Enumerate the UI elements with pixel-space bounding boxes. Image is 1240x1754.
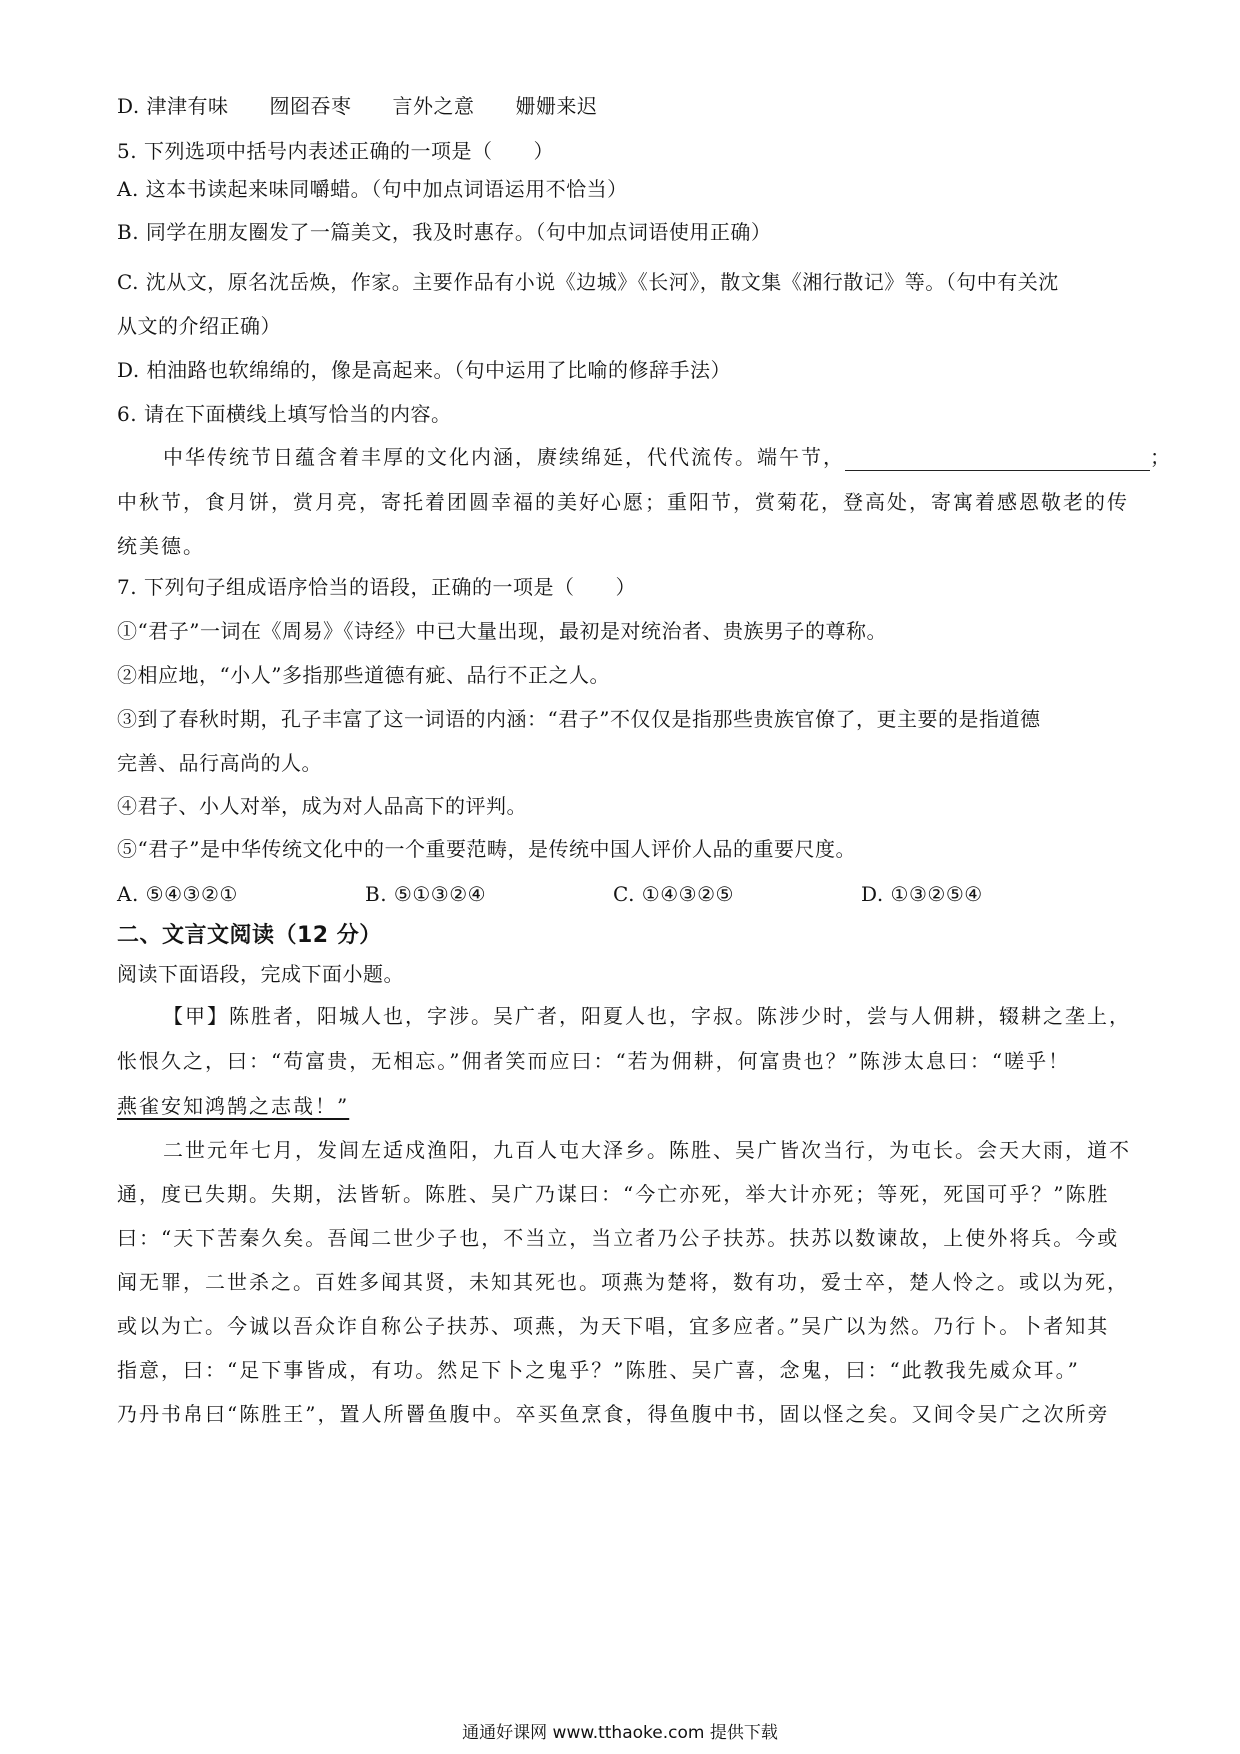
q5-option-d: D. 柏油路也软绵绵的，像是高起来。（句中运用了比喻的修辞手法） [117, 358, 732, 382]
q6-passage-line3: 统美德。 [117, 534, 205, 558]
reading-instruction: 阅读下面语段，完成下面小题。 [117, 962, 404, 986]
q7-option-d[interactable]: D. ①③②⑤④ [861, 882, 983, 906]
q5-option-a: A. 这本书读起来味同嚼蜡。（句中加点词语运用不恰当） [117, 177, 628, 201]
q5-stem: 5. 下列选项中括号内表述正确的一项是（ ） [117, 139, 554, 163]
q5-option-b: B. 同学在朋友圈发了一篇美文，我及时惠存。（句中加点词语使用正确） [117, 220, 772, 244]
passage-para2-line7: 乃丹书帛曰“陈胜王”，置人所罾鱼腹中。卒买鱼烹食，得鱼腹中书，固以怪之矣。又间令吴广之次所旁 [117, 1402, 1110, 1426]
q6-passage-text: 中华传统节日蕴含着丰厚的文化内涵，赓续绵延，代代流传。端午节， [163, 445, 845, 469]
q6-stem: 6. 请在下面横线上填写恰当的内容。 [117, 402, 452, 426]
q7-sentence-3: ③到了春秋时期，孔子丰富了这一词语的内涵：“君子”不仅仅是指那些贵族官僚了，更主要的是指道德 [117, 707, 1041, 731]
q5-option-c-cont: 从文的介绍正确） [117, 314, 281, 338]
underlined-sentence: 燕雀安知鸿鹄之志哉！” [117, 1094, 350, 1118]
q4-option-d: D. 津津有味 囫囵吞枣 言外之意 姗姗来迟 [117, 94, 598, 118]
passage-jia-line3 [117, 1092, 1123, 1120]
passage-para2-line6: 指意，曰：“足下事皆成，有功。然足下卜之鬼乎？”陈胜、吴广喜，念鬼，曰：“此教我先威众耳。” [117, 1358, 1080, 1382]
passage-para2-line3: 曰：“天下苦秦久矣。吾闻二世少子也，不当立，当立者乃公子扶苏。扶苏以数谏故，上使外将兵。今或 [117, 1226, 1120, 1250]
q7-sentence-4: ④君子、小人对举，成为对人品高下的评判。 [117, 794, 527, 818]
q7-option-b[interactable]: B. ⑤①③②④ [365, 882, 487, 906]
q5-option-c: C. 沈从文，原名沈岳焕，作家。主要作品有小说《边城》《长河》，散文集《湘行散记》等。（句中有关沈 [117, 270, 1059, 294]
q7-stem: 7. 下列句子组成语序恰当的语段，正确的一项是（ ） [117, 575, 636, 599]
q7-options [117, 880, 1123, 908]
q7-sentence-5: ⑤“君子”是中华传统文化中的一个重要范畴，是传统中国人评价人品的重要尺度。 [117, 837, 856, 861]
passage-jia-line2: 怅恨久之，曰：“苟富贵，无相忘。”佣者笑而应曰：“若为佣耕，何富贵也？”陈涉太息曰：“嗟乎！ [117, 1049, 1071, 1073]
passage-para2-line5: 或以为亡。今诚以吾众诈自称公子扶苏、项燕，为天下唱，宜多应者。”吴广以为然。乃行卜。卜者知其 [117, 1314, 1110, 1338]
page-footer: 通通好课网 www.tthaoke.com 提供下载 [462, 1723, 778, 1743]
semicolon: ； [1150, 445, 1172, 469]
q6-passage-line2: 中秋节，食月饼，赏月亮，寄托着团圆幸福的美好心愿；重阳节，赏菊花，登高处，寄寓着感恩敬老的传 [117, 490, 1129, 514]
q7-sentence-1: ①“君子”一词在《周易》《诗经》中已大量出现，最初是对统治者、贵族男子的尊称。 [117, 619, 887, 643]
q7-option-a[interactable]: A. ⑤④③②① [117, 882, 238, 906]
passage-jia-line1: 【甲】陈胜者，阳城人也，字涉。吴广者，阳夏人也，字叔。陈涉少时，尝与人佣耕，辍耕之垄上， [163, 1004, 1131, 1028]
q7-sentence-3-cont: 完善、品行高尚的人。 [117, 751, 322, 775]
passage-para2-line2: 通，度已失期。失期，法皆斩。陈胜、吴广乃谋曰：“今亡亦死，举大计亦死；等死，死国可乎？”陈胜 [117, 1182, 1110, 1206]
q7-sentence-2: ②相应地，“小人”多指那些道德有疵、品行不正之人。 [117, 663, 610, 687]
passage-para2-line4: 闻无罪，二世杀之。百姓多闻其贤，未知其死也。项燕为楚将，数有功，爱士卒，楚人怜之。或以为死， [117, 1270, 1129, 1294]
fill-in-blank[interactable] [845, 448, 1150, 471]
passage-para2-line1: 二世元年七月，发闾左适戍渔阳，九百人屯大泽乡。陈胜、吴广皆次当行，为屯长。会天大雨，道不 [163, 1138, 1131, 1162]
q6-passage-line1 [163, 443, 1172, 471]
q7-option-c[interactable]: C. ①④③②⑤ [613, 882, 734, 906]
section-heading: 二、文言文阅读（12 分） [117, 923, 382, 948]
